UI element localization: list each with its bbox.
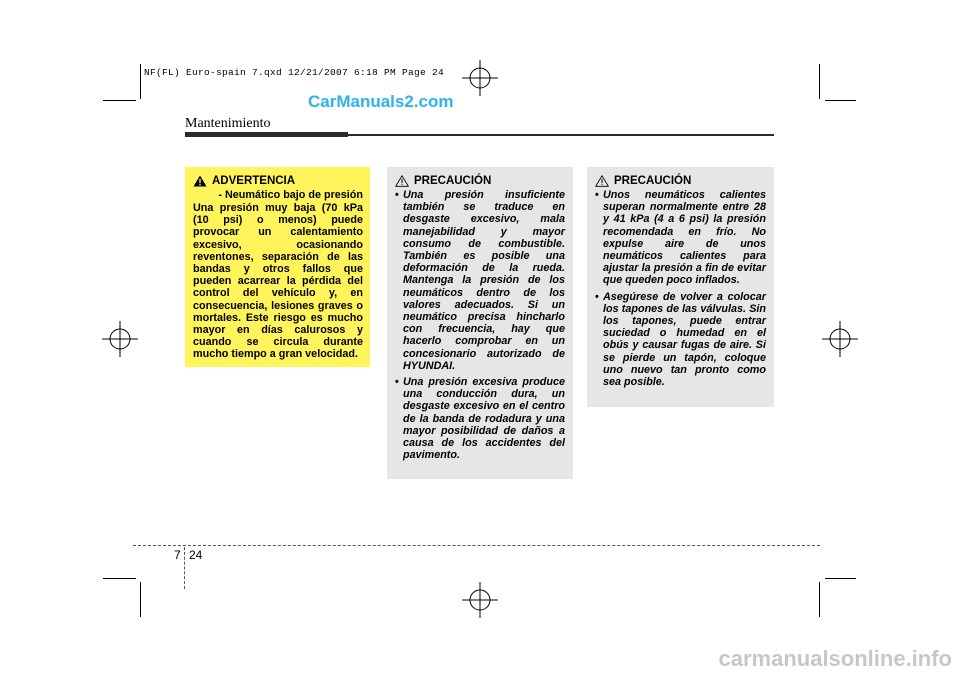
- crop-mark: [103, 578, 136, 579]
- crop-mark: [819, 582, 820, 617]
- list-item: • Unos neumáticos calientes superan normalmente entre 28 y 41 kPa (4 a 6 psi) la presión recomendada en frío. No expulse aire de unos neumáticos calientes para ajustar la presión a fin de evitar que queden poco inflados.: [595, 189, 766, 287]
- caution-triangle-icon: [595, 175, 609, 187]
- caution-triangle-icon: [395, 175, 409, 187]
- crop-mark: [140, 64, 141, 99]
- page-divider: [184, 547, 185, 589]
- crop-mark: [140, 582, 141, 617]
- warning-box: [185, 167, 370, 367]
- section-rule-thick: [185, 132, 348, 137]
- crop-mark: [103, 100, 136, 101]
- section-title: Mantenimiento: [185, 116, 271, 131]
- warning-title: ADVERTENCIA: [212, 175, 296, 187]
- page-number: 24: [189, 548, 203, 562]
- list-item: • Asegúrese de volver a colocar los tapones de las válvulas. Sin los tapones, puede entrar suciedad o humedad en el obús y causar fugas de aire. Si se pierde un tapón, coloque uno nuevo tan pronto como sea posible.: [595, 291, 766, 389]
- list-item: • Una presión insuficiente también se traduce en desgaste excesivo, mala manejabilidad y mayor consumo de combustible. También es posible una deformación de la rueda. Mantenga la presión de los neumáticos dentro de los valores adecuados. Si un neumático precisa hincharlo con frecuencia, hay que hacerlo comprobar en un concesionario autorizado de HYUNDAI.: [395, 189, 565, 372]
- caution-box: [387, 167, 573, 479]
- caution-list: [595, 189, 766, 388]
- crop-mark: [819, 64, 820, 99]
- caution-title: PRECAUCIÓN: [614, 175, 692, 187]
- list-item: • Una presión excesiva produce una conducción dura, un desgaste excesivo en el centro de la banda de rodadura y una mayor posibilidad de daños a causa de los accidentes del pavimento.: [395, 376, 565, 461]
- crop-mark: [825, 578, 856, 579]
- warning-subtitle: - Neumático bajo de presión: [218, 189, 363, 201]
- section-rule-thin: [348, 134, 774, 136]
- warning-title-row: [193, 175, 363, 187]
- caution-title-row: [595, 175, 766, 187]
- chapter-number: 7: [174, 548, 181, 562]
- footer-rule: [133, 545, 820, 546]
- warning-text: Una presión muy baja (70 kPa (10 psi) o menos) puede provocar un calentamiento excesivo, ocasionando reventones, separación de las bandas y otros fallos que pueden acarrear la pérdida del control del vehículo y, en consecuencia, lesiones graves o mortales. Este riesgo es mucho mayor en días calurosos y cuando se circula durante mucho tiempo a gran velocidad.: [193, 202, 363, 361]
- registration-crosshair-icon: [102, 321, 138, 357]
- site-watermark[interactable]: carmanualsonline.info: [718, 646, 952, 671]
- caution-title: PRECAUCIÓN: [414, 175, 492, 187]
- registration-crosshair-icon: [822, 321, 858, 357]
- warning-triangle-icon: [193, 175, 207, 187]
- print-header: NF(FL) Euro-spain 7.qxd 12/21/2007 6:18 PM Page 24: [144, 67, 445, 78]
- caution-title-row: [395, 175, 565, 187]
- registration-crosshair-icon: [462, 60, 498, 96]
- caution-box: [587, 167, 774, 407]
- caution-list: [395, 189, 565, 461]
- watermark-link[interactable]: CarManuals2.com: [308, 92, 454, 111]
- crop-mark: [825, 100, 856, 101]
- registration-crosshair-icon: [462, 582, 498, 618]
